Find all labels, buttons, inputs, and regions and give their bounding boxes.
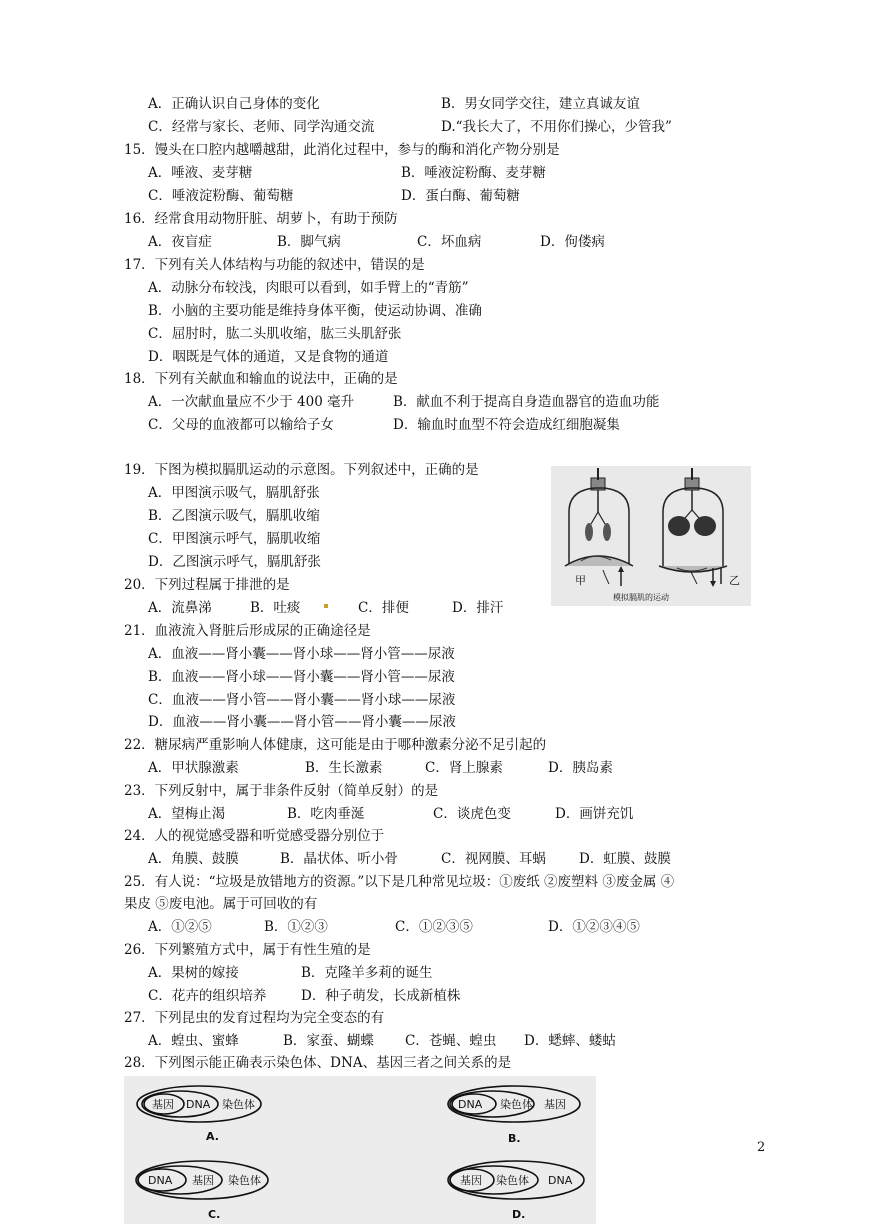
q20-stem: 20．下列过程属于排泄的是 xyxy=(124,577,290,593)
diagram-d-middle: 染色体 xyxy=(496,1174,529,1187)
q15-option-a: A．唾液、麦芽糖 xyxy=(148,165,253,181)
diagram-a-middle: DNA xyxy=(186,1098,211,1111)
q23-option-c: C．谈虎色变 xyxy=(433,806,511,822)
q16-option-d: D．佝偻病 xyxy=(540,234,605,250)
figure-label-right: 乙 xyxy=(729,574,740,587)
q19-option-d: D．乙图演示呼气，膈肌舒张 xyxy=(148,554,321,570)
q24-option-c: C．视网膜、耳蜗 xyxy=(441,851,546,867)
q17-option-a: A．动脉分布较浅，肉眼可以看到，如手臂上的“青筋” xyxy=(148,280,469,296)
q27-option-d: D．蟋蟀、蝼蛄 xyxy=(524,1033,616,1049)
q18-option-d: D．输血时血型不符会造成红细胞凝集 xyxy=(393,417,620,433)
diagram-a-label: A. xyxy=(206,1130,219,1143)
q18-option-c: C．父母的血液都可以输给子女 xyxy=(148,417,334,433)
q24-stem: 24．人的视觉感受器和听觉感受器分别位于 xyxy=(124,828,385,844)
q15-stem: 15．馒头在口腔内越嚼越甜，此消化过程中，参与的酶和消化产物分别是 xyxy=(124,142,560,158)
q22-option-d: D．胰岛素 xyxy=(548,760,613,776)
q19-option-a: A．甲图演示吸气，膈肌舒张 xyxy=(148,485,320,501)
q20-option-b: B．吐痰 xyxy=(250,600,301,616)
diagram-c xyxy=(136,1161,268,1221)
q21-stem: 21．血液流入肾脏后形成尿的正确途径是 xyxy=(124,623,371,639)
q24-option-a: A．角膜、鼓膜 xyxy=(148,851,239,867)
diagram-c-label: C. xyxy=(208,1208,221,1221)
diagram-c-outer: 染色体 xyxy=(228,1174,261,1187)
q17-option-b: B．小脑的主要功能是维持身体平衡，使运动协调、准确 xyxy=(148,303,482,319)
jar-left xyxy=(565,468,633,587)
q28-stem: 28．下列图示能正确表示染色体、DNA、基因三者之间关系的是 xyxy=(124,1055,512,1071)
q22-option-b: B．生长激素 xyxy=(305,760,383,776)
q16-stem: 16．经常食用动物肝脏、胡萝卜，有助于预防 xyxy=(124,211,398,227)
q15-option-b: B．唾液淀粉酶、麦芽糖 xyxy=(401,165,546,181)
q25-option-a: A．①②⑤ xyxy=(148,919,212,935)
diagram-b-middle: 染色体 xyxy=(500,1098,533,1111)
q23-option-a: A．望梅止渴 xyxy=(148,806,226,822)
stray-mark xyxy=(324,604,328,608)
q14-option-a: A．正确认识自己身体的变化 xyxy=(148,96,320,112)
q17-option-c: C．屈肘时，肱二头肌收缩，肱三头肌舒张 xyxy=(148,326,402,342)
q16-option-c: C．坏血病 xyxy=(417,234,482,250)
q25-stem-line2: 果皮 ⑤废电池。属于可回收的有 xyxy=(124,896,318,912)
diagram-d xyxy=(448,1161,584,1221)
diaphragm-model-figure xyxy=(551,466,751,606)
diagram-b-outer: 基因 xyxy=(544,1098,566,1111)
q14-option-c: C．经常与家长、老师、同学沟通交流 xyxy=(148,119,375,135)
q23-option-b: B．吃肉垂涎 xyxy=(287,806,365,822)
diaphragm-model-svg xyxy=(551,466,751,606)
q25-option-c: C．①②③⑤ xyxy=(395,919,473,935)
q22-option-c: C．肾上腺素 xyxy=(425,760,503,776)
diagram-b-label: B. xyxy=(508,1132,521,1145)
q14-option-b: B．男女同学交往，建立真诚友谊 xyxy=(441,96,640,112)
diagram-c-middle: 基因 xyxy=(192,1174,214,1187)
q23-stem: 23．下列反射中，属于非条件反射（简单反射）的是 xyxy=(124,783,439,799)
diagram-a-outer: 染色体 xyxy=(222,1098,255,1111)
diagram-b xyxy=(448,1086,580,1145)
q20-option-d: D．排汗 xyxy=(452,600,504,616)
q17-stem: 17．下列有关人体结构与功能的叙述中，错误的是 xyxy=(124,257,425,273)
q27-option-a: A．蝗虫、蜜蜂 xyxy=(148,1033,239,1049)
q18-stem: 18．下列有关献血和输血的说法中，正确的是 xyxy=(124,371,398,387)
q24-option-d: D．虹膜、鼓膜 xyxy=(579,851,671,867)
diagram-c-inner: DNA xyxy=(148,1174,173,1187)
diagram-d-inner: 基因 xyxy=(460,1174,482,1187)
q18-option-b: B．献血不利于提高自身造血器官的造血功能 xyxy=(393,394,660,410)
q23-option-d: D．画饼充饥 xyxy=(555,806,634,822)
q24-option-b: B．晶状体、听小骨 xyxy=(280,851,398,867)
figure-caption: 模拟膈肌的运动 xyxy=(613,593,669,602)
q21-option-b: B．血液——肾小球——肾小囊——肾小管——尿液 xyxy=(148,669,455,685)
diagram-d-outer: DNA xyxy=(548,1174,573,1187)
q15-option-d: D．蛋白酶、葡萄糖 xyxy=(401,188,520,204)
diagram-d-label: D. xyxy=(512,1208,526,1221)
q25-option-d: D．①②③④⑤ xyxy=(548,919,640,935)
q25-option-b: B．①②③ xyxy=(264,919,328,935)
q26-stem: 26．下列繁殖方式中，属于有性生殖的是 xyxy=(124,942,371,958)
diagram-a xyxy=(137,1086,261,1143)
q25-stem-line1: 25．有人说：“垃圾是放错地方的资源。”以下是几种常见垃圾：①废纸 ②废塑料 ③废金属 ④ xyxy=(124,874,675,890)
q16-option-b: B．脚气病 xyxy=(277,234,341,250)
diagram-b-inner: DNA xyxy=(458,1098,483,1111)
q21-option-d: D．血液——肾小囊——肾小管——肾小囊——尿液 xyxy=(148,714,456,730)
q26-option-c: C．花卉的组织培养 xyxy=(148,988,267,1004)
nested-ellipse-figure xyxy=(124,1076,596,1224)
q15-option-c: C．唾液淀粉酶、葡萄糖 xyxy=(148,188,294,204)
q18-option-a: A．一次献血量应不少于 400 毫升 xyxy=(148,394,355,410)
q16-option-a: A．夜盲症 xyxy=(148,234,212,250)
q21-option-a: A．血液——肾小囊——肾小球——肾小管——尿液 xyxy=(148,646,455,662)
q27-option-c: C．苍蝇、蝗虫 xyxy=(405,1033,497,1049)
q20-option-c: C．排便 xyxy=(358,600,409,616)
q27-option-b: B．家蚕、蝴蝶 xyxy=(283,1033,374,1049)
q19-option-b: B．乙图演示吸气，膈肌收缩 xyxy=(148,508,320,524)
diagram-a-inner: 基因 xyxy=(152,1098,174,1111)
nested-ellipse-svg xyxy=(124,1076,596,1224)
q20-option-a: A．流鼻涕 xyxy=(148,600,212,616)
q19-option-c: C．甲图演示呼气，膈肌收缩 xyxy=(148,531,321,547)
figure-label-left: 甲 xyxy=(575,574,586,587)
q19-stem: 19．下图为模拟膈肌运动的示意图。下列叙述中，正确的是 xyxy=(124,462,479,478)
q26-option-d: D．种子萌发，长成新植株 xyxy=(301,988,461,1004)
page-number: 2 xyxy=(757,1140,766,1155)
q26-option-a: A．果树的嫁接 xyxy=(148,965,239,981)
q14-option-d: D.“我长大了，不用你们操心，少管我” xyxy=(441,119,672,135)
q27-stem: 27．下列昆虫的发育过程均为完全变态的有 xyxy=(124,1010,385,1026)
jar-right xyxy=(659,468,740,587)
q21-option-c: C．血液——肾小管——肾小囊——肾小球——尿液 xyxy=(148,692,456,708)
q17-option-d: D．咽既是气体的通道，又是食物的通道 xyxy=(148,349,389,365)
q26-option-b: B．克隆羊多莉的诞生 xyxy=(301,965,433,981)
q22-option-a: A．甲状腺激素 xyxy=(148,760,239,776)
q22-stem: 22．糖尿病严重影响人体健康，这可能是由于哪种激素分泌不足引起的 xyxy=(124,737,547,753)
